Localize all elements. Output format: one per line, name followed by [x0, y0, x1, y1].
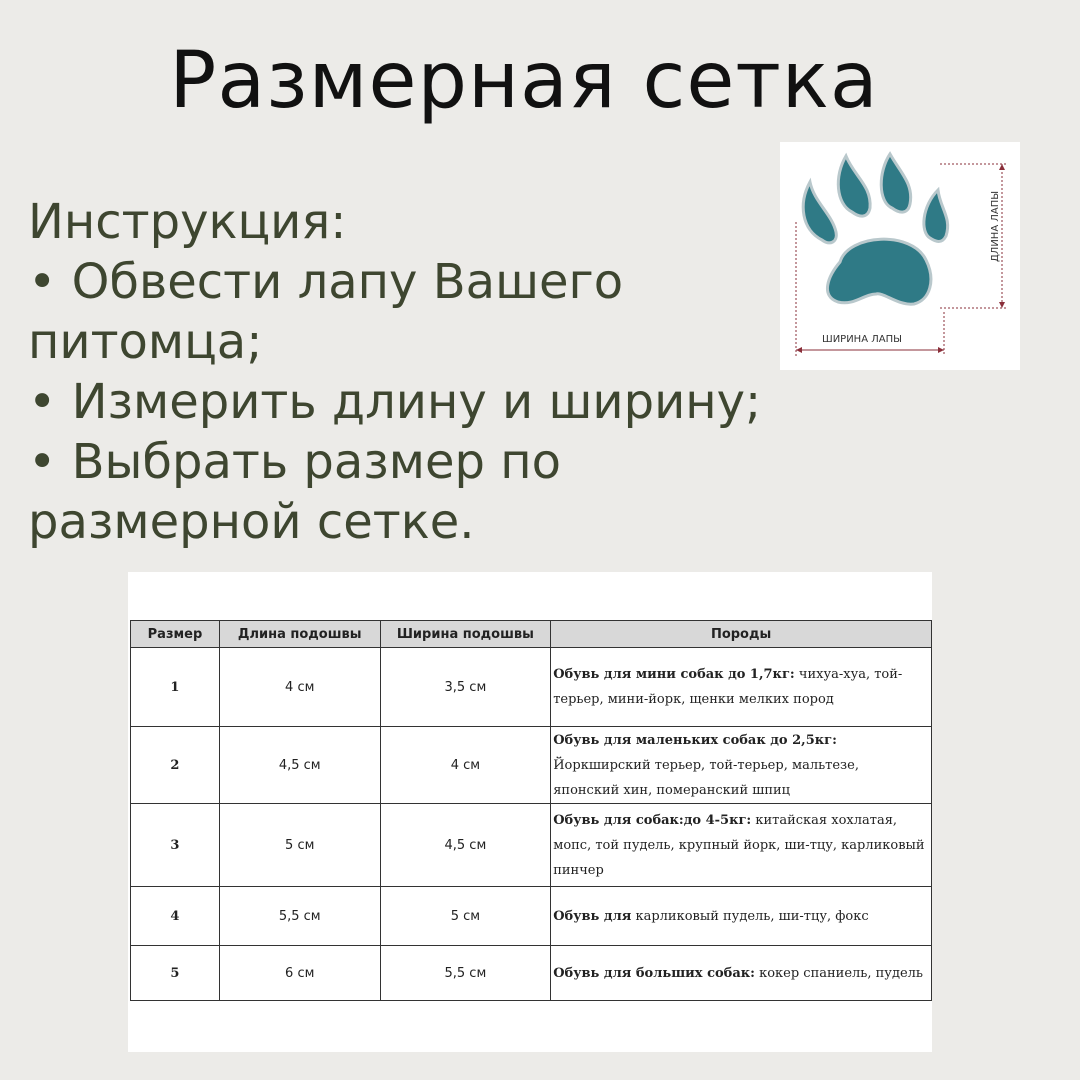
table-row	[131, 727, 932, 804]
header-width: Ширина подошвы	[380, 621, 551, 648]
width-cell: 4,5 см	[380, 804, 551, 887]
width-cell: 3,5 см	[380, 648, 551, 727]
size-cell: 1	[131, 648, 220, 727]
breed-category: Обувь для	[553, 908, 632, 924]
breed-category: Обувь для маленьких собак до 2,5кг:	[553, 732, 837, 748]
header-size: Размер	[131, 621, 220, 648]
instruction-step-2: • Измерить длину и ширину;	[28, 374, 762, 430]
paw-width-label: ШИРИНА ЛАПЫ	[822, 334, 902, 345]
breed-list: Йоркширский терьер, той-терьер, мальтезе, японский хин, померанский шпиц	[553, 757, 859, 798]
size-cell: 2	[131, 727, 220, 804]
size-table-card	[128, 572, 932, 1052]
instruction-step-1-cont: питомца;	[28, 314, 263, 370]
table-row	[131, 804, 932, 887]
width-cell: 5,5 см	[380, 946, 551, 1001]
size-table	[130, 620, 932, 1001]
size-cell: 4	[131, 887, 220, 946]
length-cell: 4 см	[219, 648, 380, 727]
length-cell: 4,5 см	[219, 727, 380, 804]
table-row	[131, 887, 932, 946]
breed-list: китайская хохлатая, мопс, той пудель, крупный йорк, ши-тцу, карликовый пинчер	[553, 812, 925, 878]
breed-category: Обувь для собак:до 4-5кг:	[553, 812, 752, 828]
breed-list: чихуа-хуа, той-терьер, мини-йорк, щенки мелких пород	[553, 667, 903, 707]
breed-list: карликовый пудель, ши-тцу, фокс	[631, 908, 869, 924]
breed-list: кокер спаниель, пудель	[754, 965, 923, 981]
instruction-step-3-cont: размерной сетке.	[28, 494, 475, 550]
header-length: Длина подошвы	[219, 621, 380, 648]
size-cell: 3	[131, 804, 220, 887]
width-cell: 5 см	[380, 887, 551, 946]
length-cell: 5 см	[219, 804, 380, 887]
table-row	[131, 648, 932, 727]
header-breeds: Породы	[551, 621, 932, 648]
breeds-cell	[551, 887, 932, 946]
table-row	[131, 946, 932, 1001]
instructions-heading: Инструкция:	[28, 194, 347, 250]
breed-category: Обувь для мини собак до 1,7кг:	[553, 667, 795, 682]
breeds-cell	[551, 648, 932, 727]
breeds-cell	[551, 727, 932, 804]
instruction-step-3: • Выбрать размер по	[28, 434, 562, 490]
length-cell: 6 см	[219, 946, 380, 1001]
size-cell: 5	[131, 946, 220, 1001]
width-cell: 4 см	[380, 727, 551, 804]
table-header-row	[131, 621, 932, 648]
breed-category: Обувь для больших собак:	[553, 965, 755, 981]
breeds-cell	[551, 946, 932, 1001]
length-cell: 5,5 см	[219, 887, 380, 946]
breeds-cell	[551, 804, 932, 887]
instruction-step-1: • Обвести лапу Вашего	[28, 254, 624, 310]
paw-length-label: ДЛИНА ЛАПЫ	[990, 190, 1001, 262]
page-title: Размерная сетка	[169, 36, 879, 126]
instructions-block	[28, 192, 828, 552]
